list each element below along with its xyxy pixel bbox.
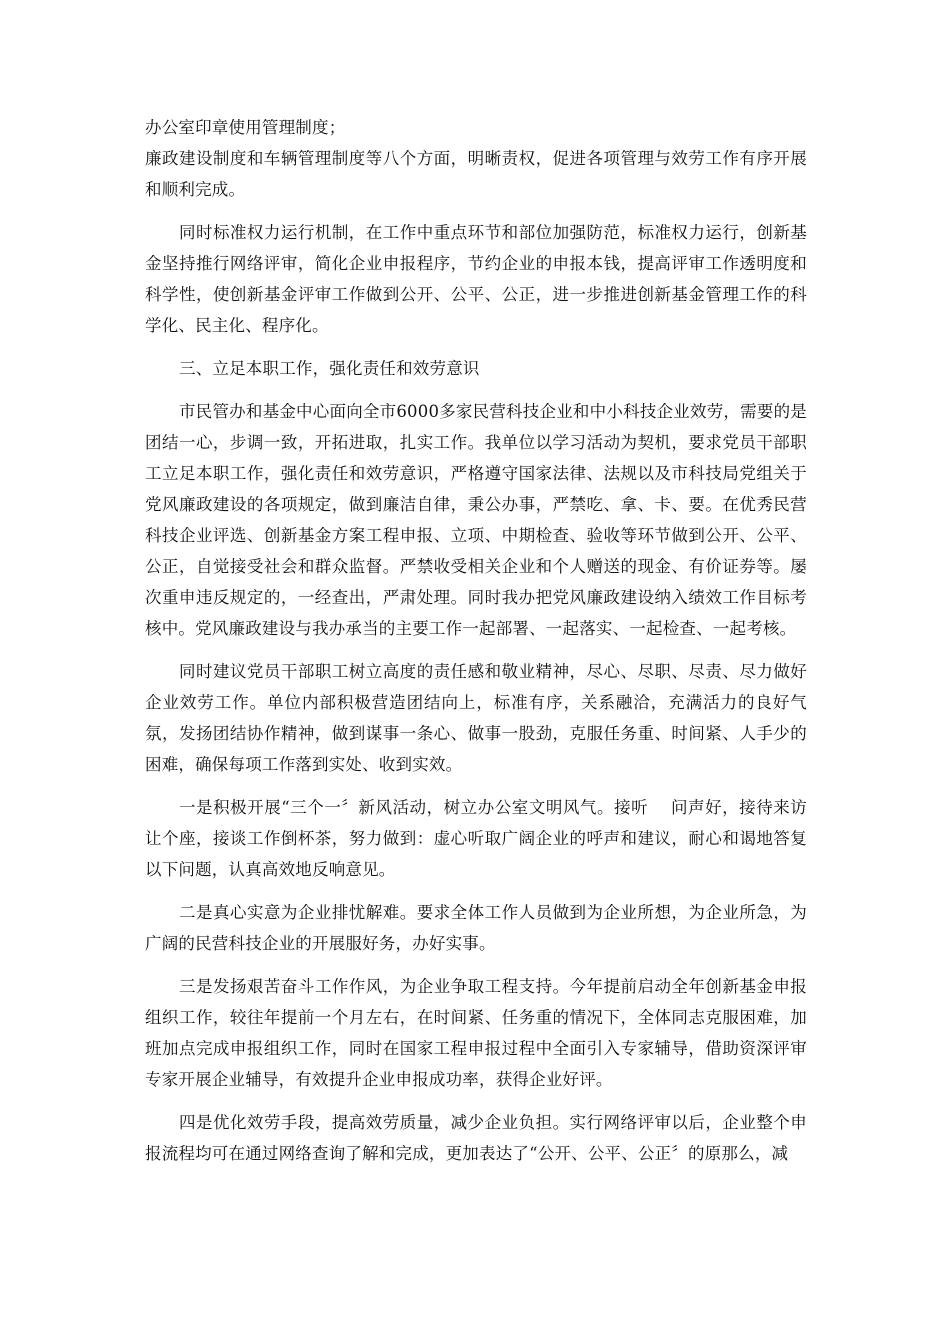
paragraph-4: 一是积极开展“三个一〞新风活动，树立办公室文明风气。接听 问声好，接待来访让个座，接谈工作倒杯茶，努力做到：虚心听取广阔企业的呼声和建议，耐心和谒地答复以下问题，认真高效地反响意见。: [145, 798, 807, 879]
section-heading-3: 三、立足本职工作，强化责任和效劳意识: [179, 359, 480, 378]
document-body: [145, 112, 807, 1181]
paragraph-7: 四是优化效劳手段，提高效劳质量，减少企业负担。实行网络评审以后，企业整个申报流程均可在通过网络查询了解和完成，更加表达了“公开、公平、公正〞的原那么，减: [145, 1113, 807, 1163]
paragraph-5: 二是真心实意为企业排忧解难。要求全体工作人员做到为企业所想，为企业所急，为广阔的民营科技企业的开展服好务，办好实事。: [145, 903, 807, 953]
paragraph-6: 三是发扬艰苦奋斗工作作风，为企业争取工程支持。今年提前启动全年创新基金申报组织工作，较往年提前一个月左右，在时间紧、任务重的情况下，全体同志克服困难，加班加点完成申报组织工作，同时在国家工程申报过程中全面引入专家辅导，借助资深评审专家开展企业辅导，有效提升企业申报成功率，获得企业好评。: [145, 977, 807, 1089]
text-line-1: 办公室印章使用管理制度；: [145, 118, 346, 137]
paragraph-3: 同时建议党员干部职工树立高度的责任感和敬业精神，尽心、尽职、尽责、尽力做好企业效劳工作。单位内部积极营造团结向上，标准有序，关系融洽，充满活力的良好气氛，发扬团结协作精神，做到谋事一条心、做事一股劲，克服任务重、时间紧、人手少的困难，确保每项工作落到实处、收到实效。: [145, 662, 807, 774]
paragraph-1: 同时标准权力运行机制，在工作中重点环节和部位加强防范，标准权力运行，创新基金坚持推行网络评审，简化企业申报程序，节约企业的申报本钱，提高评审工作透明度和科学性，使创新基金评审工作做到公开、公平、公正，进一步推进创新基金管理工作的科学化、民主化、程序化。: [145, 223, 807, 335]
text-line-2: 廉政建设制度和车辆管理制度等八个方面，明晰责权，促进各项管理与效劳工作有序开展和顺利完成。: [145, 149, 807, 199]
paragraph-2: 市民管办和基金中心面向全市6000多家民营科技企业和中小科技企业效劳，需要的是团结一心，步调一致，开拓进取，扎实工作。我单位以学习活动为契机，要求党员干部职工立足本职工作，强化责任和效劳意识，严格遵守国家法律、法规以及市科技局党组关于党风廉政建设的各项规定，做到廉洁自律，秉公办事，严禁吃、拿、卡、要。在优秀民营科技企业评选、创新基金方案工程申报、立项、中期检查、验收等环节做到公开、公平、公正，自觉接受社会和群众监督。严禁收受相关企业和个人赠送的现金、有价证券等。屡次重申违反规定的，一经查出，严肃处理。同时我办把党风廉政建设纳入绩效工作目标考核中。党风廉政建设与我办承当的主要工作一起部署、一起落实、一起检查、一起考核。: [145, 402, 807, 638]
